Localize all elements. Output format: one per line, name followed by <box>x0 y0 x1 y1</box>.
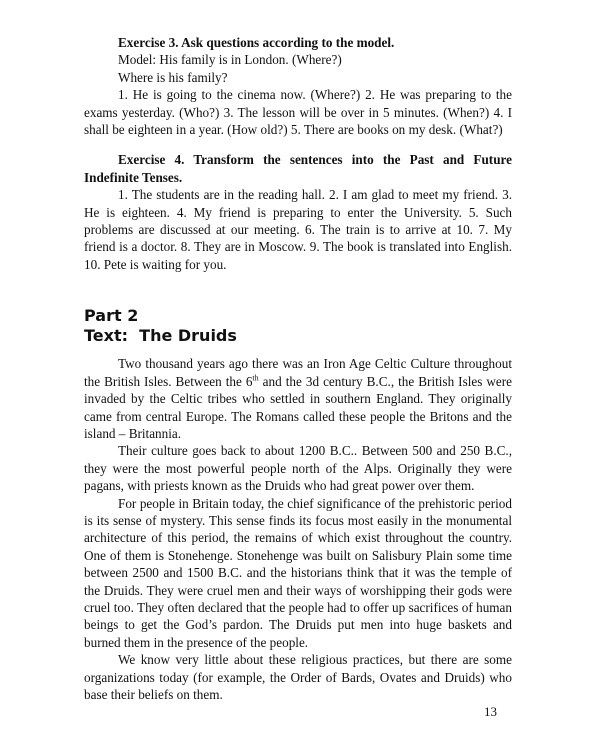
exercise-3-title: Exercise 3. Ask questions according to the model. <box>118 35 395 50</box>
part-heading-block <box>84 306 512 345</box>
text-paragraph-1-start: Two thousand years ago there was an Iron Age Celtic Culture throughout the British Isles. Between the 6 <box>84 356 512 389</box>
exercise-3-model: Model: His family is in London. (Where?) <box>118 52 342 68</box>
text-paragraph-1-end: and the 3d century B.C., the British Isles were invaded by the Celtic tribes who settled in southern England. They originally came from central Europe. The Romans called these people the Britons and the island – Britannia. <box>84 373 512 441</box>
exercise-3-model-answer: Where is his family? <box>118 69 228 85</box>
text-heading: Text: The Druids <box>84 325 237 345</box>
exercise-4-title: Exercise 4. Transform the sentences into the Past and Future Indefinite Tenses. <box>84 152 512 185</box>
part-heading: Part 2 <box>84 306 139 326</box>
text-paragraph-1 <box>84 355 512 442</box>
page-number: 13 <box>484 704 497 719</box>
text-paragraph-2: Their culture goes back to about 1200 B.C.. Between 500 and 250 B.C., they were the most powerful people north of the Alps. Originally they were pagans, with priests known as the Druids who had great power over them. <box>84 443 512 494</box>
ordinal-superscript: th <box>252 373 259 383</box>
text-paragraph-3: For people in Britain today, the chief significance of the prehistoric period is its sense of mystery. This sense finds its focus most easily in the monumental architecture of this period, the remains of which exist throughout the country. One of them is Stonehenge. Stonehenge was built on Salisbury Plain some time between 2500 and 1500 B.C. and the historians think that it was the temple of the Druids. They were cruel men and their ways of worshipping their gods were cruel too. They often declared that the people had to offer up sacrifices of human beings to get the God’s pardon. The Druids put men into huge baskets and burned them in the presence of the people. <box>84 495 512 650</box>
text-paragraph-4: We know very little about these religious practices, but there are some organizations today (for example, the Order of Bards, Ovates and Druids) who base their beliefs on them. <box>84 652 512 702</box>
exercise-4-body: 1. The students are in the reading hall. 2. I am glad to meet my friend. 3. He is eighteen. 4. My friend is preparing to enter the University. 5. Such problems are discussed at our meeting. 6. The train is to arrive at 10. 7. My friend is a doctor. 8. They are in Moscow. 9. The book is translated into English. 10. Pete is waiting for you. <box>84 187 512 272</box>
exercise-3-body: 1. He is going to the cinema now. (Where?) 2. He was preparing to the exams yesterday. (Who?) 3. The lesson will be over in 5 minutes. (When?) 4. I shall be eighteen in a year. (How old?) 5. There are books on my desk. (What?) <box>84 87 512 138</box>
page-content <box>84 34 512 703</box>
